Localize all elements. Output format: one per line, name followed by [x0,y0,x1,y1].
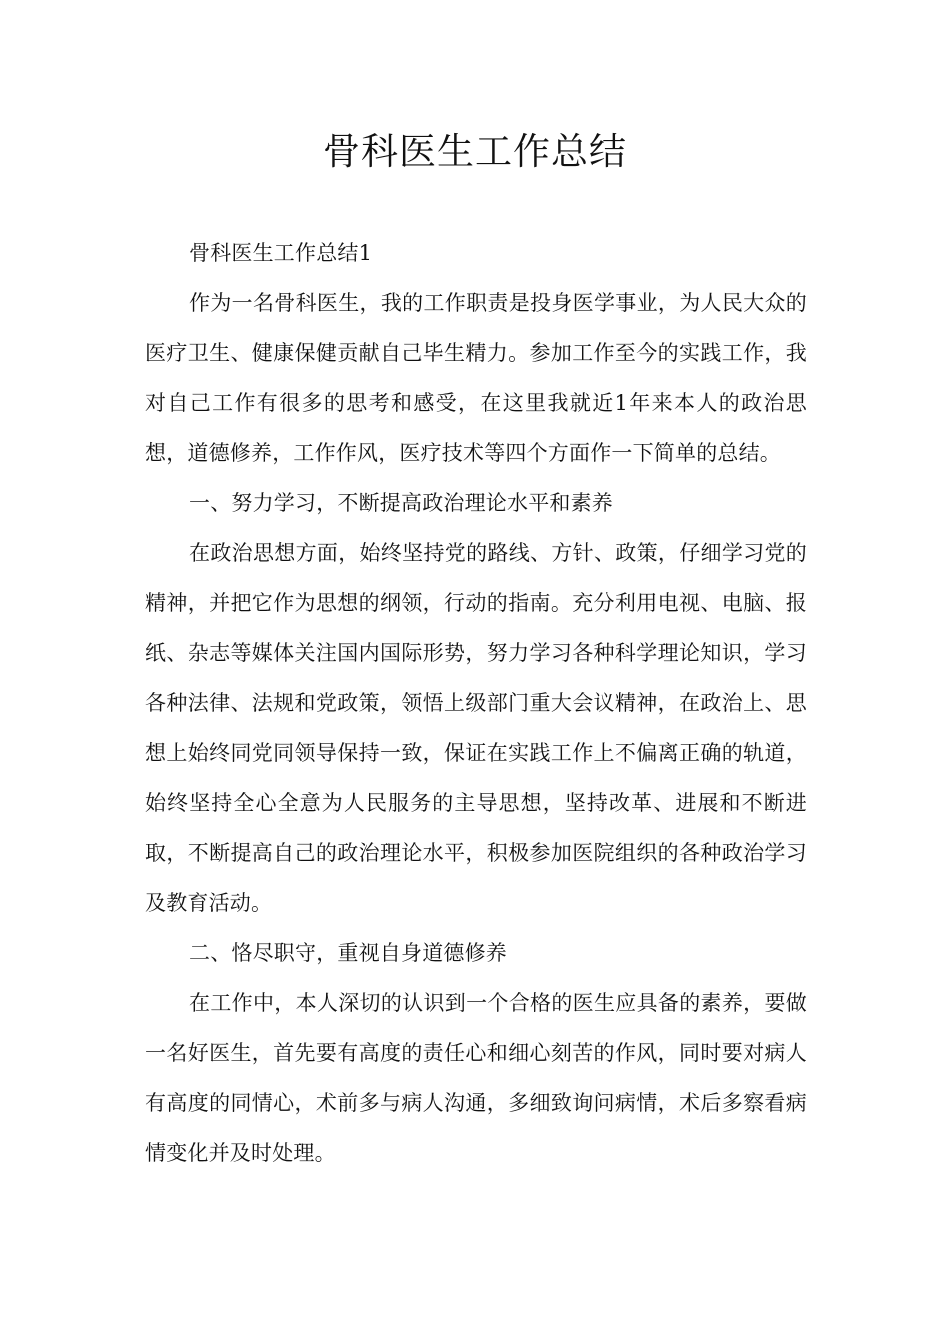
section-heading-ethics: 二、恪尽职守，重视自身道德修养 [189,941,507,965]
section-heading-study: 一、努力学习，不断提高政治理论水平和素养 [189,491,613,515]
document-body [145,228,807,1178]
document-title: 骨科医生工作总结 [323,130,627,173]
paragraph-work-ethics: 在工作中，本人深切的认识到一个合格的医生应具备的素养，要做一名好医生，首先要有高度的责任心和细心刻苦的作风，同时要对病人有高度的同情心，术前多与病人沟通，多细致询问病情，术后多察看病情变化并及时处理。 [145,991,807,1165]
paragraph-political-thought: 在政治思想方面，始终坚持党的路线、方针、政策，仔细学习党的精神，并把它作为思想的纲领，行动的指南。充分利用电视、电脑、报纸、杂志等媒体关注国内国际形势，努力学习各种科学理论知识，学习各种法律、法规和党政策，领悟上级部门重大会议精神，在政治上、思想上始终同党同领导保持一致，保证在实践工作上不偏离正确的轨道，始终坚持全心全意为人民服务的主导思想，坚持改革、进展和不断进取，不断提高自己的政治理论水平，积极参加医院组织的各种政治学习及教育活动。 [145,541,807,915]
section-heading-1: 骨科医生工作总结1 [189,241,373,265]
paragraph-intro: 作为一名骨科医生，我的工作职责是投身医学事业，为人民大众的医疗卫生、健康保健贡献自己毕生精力。参加工作至今的实践工作，我对自己工作有很多的思考和感受，在这里我就近1年来本人的政治思想，道德修养，工作作风，医疗技术等四个方面作一下简单的总结。 [145,291,807,465]
